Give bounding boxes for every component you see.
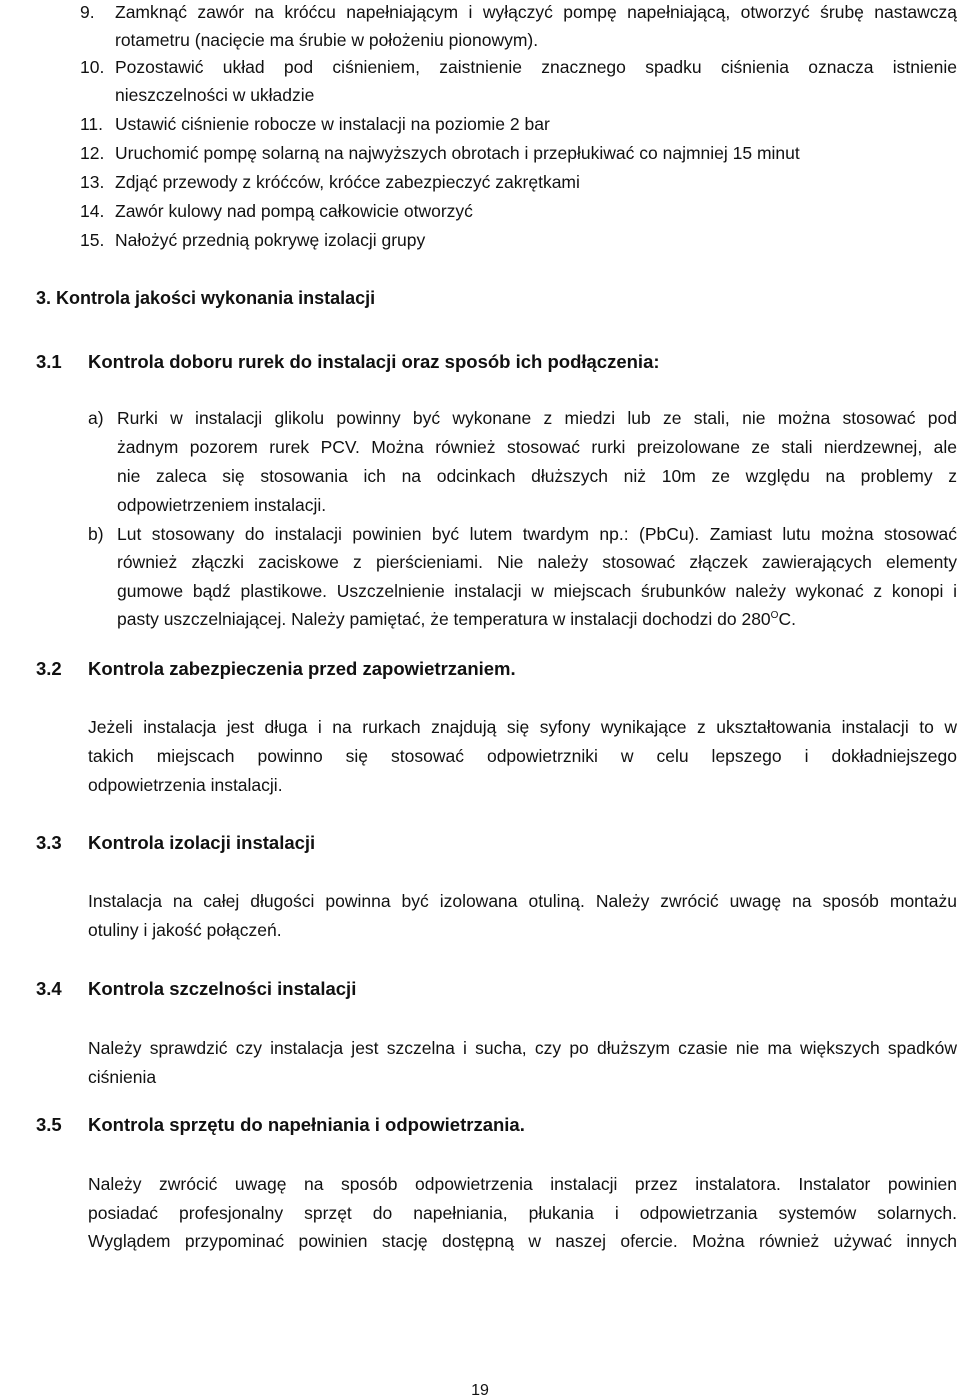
list-letter: b) (88, 524, 104, 544)
list-number: 14. (80, 201, 105, 221)
subsection-title: Kontrola zabezpieczenia przed zapowietrzaniem. (88, 658, 516, 679)
subsection-number: 3.1 (36, 351, 62, 372)
paragraph-line: posiadać profesjonalny sprzęt do napełniania, płukania i odpowietrzania systemów solarnych. (88, 1203, 957, 1223)
list-number: 11. (80, 114, 104, 134)
list-number: 9. (80, 2, 95, 22)
paragraph-line: odpowietrzeniem instalacji. (117, 495, 327, 515)
paragraph-line: otuliny i jakość połączeń. (88, 920, 282, 940)
list-number: 10. (80, 57, 105, 77)
degree-superscript: O (770, 610, 779, 621)
paragraph-line: gumowe bądź plastikowe. Uszczelnienie instalacji w miejscach śrubunków należy wykonać z konopi i (117, 581, 957, 601)
list-number: 12. (80, 143, 105, 163)
paragraph-line: takich miejscach powinno się stosować odpowietrzniki w celu lepszego i dokładniejszego (88, 746, 957, 766)
list-item-text: Ustawić ciśnienie robocze w instalacji na poziomie 2 bar (115, 114, 550, 134)
paragraph-line: Należy sprawdzić czy instalacja jest szczelna i sucha, czy po dłuższym czasie nie ma większych spadków (88, 1038, 957, 1058)
list-letter: a) (88, 408, 104, 428)
paragraph-line: odpowietrzenia instalacji. (88, 775, 283, 795)
list-item-text: rotametru (nacięcie ma śrubie w położeniu pionowym). (115, 30, 539, 50)
subsection-number: 3.3 (36, 832, 62, 853)
paragraph-line: Rurki w instalacji glikolu powinny być wykonane z miedzi lub ze stali, nie można stosować pod (117, 408, 957, 428)
list-item-text: Uruchomić pompę solarną na najwyższych obrotach i przepłukiwać co najmniej 15 minut (115, 143, 800, 163)
list-item-text: Nałożyć przednią pokrywę izolacji grupy (115, 230, 426, 250)
subsection-number: 3.4 (36, 978, 62, 999)
list-item-text: Pozostawić układ pod ciśnieniem, zaistnienie znacznego spadku ciśnienia oznacza istnienie (115, 57, 957, 77)
paragraph-line: Należy zwrócić uwagę na sposób odpowietrzenia instalacji przez instalatora. Instalator powinien (88, 1174, 957, 1194)
list-item-text: Zamknąć zawór na króćcu napełniającym i wyłączyć pompę napełniającą, otworzyć śrubę nastawczą (115, 2, 957, 22)
paragraph-line: Wyglądem przypominać powinien stację dostępną w naszej ofercie. Można również używać innych (88, 1231, 957, 1251)
section-heading: 3. Kontrola jakości wykonania instalacji (36, 288, 376, 308)
paragraph-line: również złączki zaciskowe z pierścieniami. Nie należy stosować złączek zawierających elementy (117, 552, 957, 572)
list-item-text: Zdjąć przewody z króćców, króćce zabezpieczyć zakrętkami (115, 172, 580, 192)
subsection-number: 3.5 (36, 1114, 62, 1135)
subsection-title: Kontrola doboru rurek do instalacji oraz sposób ich podłączenia: (88, 351, 660, 372)
subsection-number: 3.2 (36, 658, 62, 679)
list-number: 15. (80, 230, 105, 250)
paragraph-line: Instalacja na całej długości powinna być izolowana otuliną. Należy zwrócić uwagę na sposób montażu (88, 891, 957, 911)
page-number: 19 (471, 1382, 489, 1399)
subsection-title: Kontrola szczelności instalacji (88, 978, 357, 999)
subsection-title: Kontrola izolacji instalacji (88, 832, 316, 853)
text-span: pasty uszczelniającej. Należy pamiętać, że temperatura w instalacji dochodzi do 280 (117, 609, 771, 629)
paragraph-line: ciśnienia (88, 1067, 157, 1087)
list-number: 13. (80, 172, 105, 192)
list-item-text: Zawór kulowy nad pompą całkowicie otworzyć (115, 201, 473, 221)
paragraph-line: żadnym pozorem rurek PCV. Można również stosować rurki preizolowane ze stali nierdzewnej, ale (117, 437, 957, 457)
text-span: C. (778, 609, 796, 629)
paragraph-line: Jeżeli instalacja jest długa i na rurkach znajdują się syfony wynikające z ukształtowania instalacji to w (88, 717, 957, 737)
paragraph-line: nie zaleca się stosowania ich na odcinkach dłuższych niż 10m ze względu na problemy z (117, 466, 957, 486)
paragraph-line: Lut stosowany do instalacji powinien być lutem twardym np.: (PbCu). Zamiast lutu można stosować (117, 524, 957, 544)
list-item-text: nieszczelności w układzie (115, 85, 315, 105)
subsection-title: Kontrola sprzętu do napełniania i odpowietrzania. (88, 1114, 525, 1135)
paragraph-line (117, 609, 796, 629)
